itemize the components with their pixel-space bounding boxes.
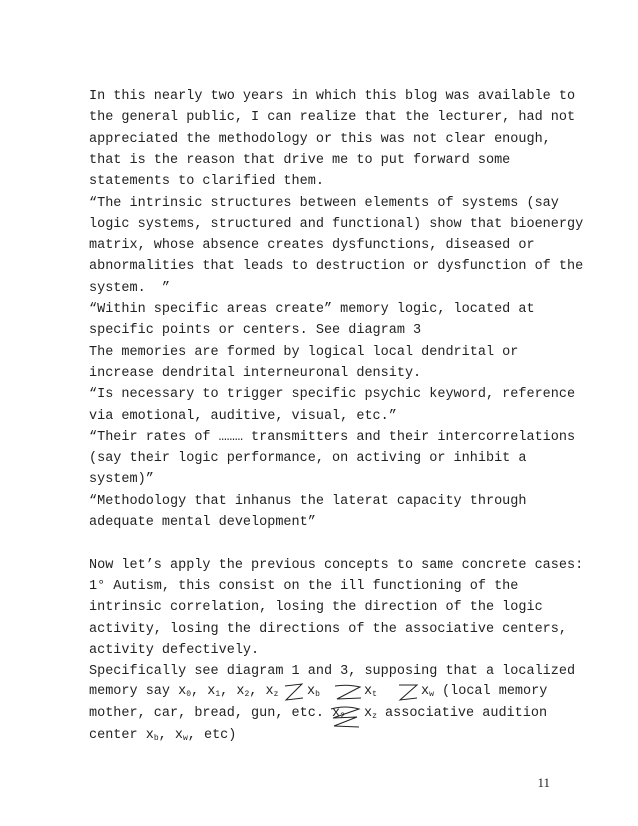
text-line: activity defectively. <box>89 642 260 658</box>
separator: , <box>158 728 175 743</box>
text-line: adequate mental development” <box>89 515 316 530</box>
formula-suffix: associative audition <box>376 706 548 721</box>
text-line: via emotional, auditive, visual, etc.” <box>89 408 397 424</box>
z-arrow-icon <box>329 704 361 730</box>
var-xw: x <box>421 684 430 699</box>
formula-line-3 <box>89 728 236 747</box>
var-x0: x <box>178 684 187 699</box>
text-line: system. ” <box>89 280 171 296</box>
formula-suffix: , etc) <box>187 728 237 743</box>
text-line: specific points or centers. See diagram 3 <box>89 323 422 339</box>
formula-prefix: mother, car, bread, gun, etc. <box>89 706 333 721</box>
text-line: activity, losing the directions of the associative centers, <box>89 621 567 637</box>
text-line: abnormalities that leads to destruction or dysfunction of the <box>89 259 584 275</box>
formula-line-2 <box>89 706 345 725</box>
var-xz: x <box>364 706 373 721</box>
var-xw: x <box>174 728 183 743</box>
text-line: Now let’s apply the previous concepts to same concrete cases: <box>89 557 584 573</box>
text-line: logic systems, structured and functional) show that bioenergy <box>89 216 584 232</box>
sub-t: t <box>372 690 377 699</box>
formula-prefix: memory say <box>89 684 179 699</box>
sub-w: w <box>182 734 188 743</box>
sub-z: z <box>372 712 377 721</box>
formula-xb <box>307 684 320 703</box>
text-line: that is the reason that drive me to put forward some <box>89 152 511 168</box>
text-line: “The intrinsic structures between elements of systems (say <box>89 195 559 211</box>
sub-b: b <box>315 690 320 699</box>
sub-b: b <box>153 734 159 743</box>
var-x1: x <box>207 684 216 699</box>
sub-2: 2 <box>340 712 345 721</box>
text-line: 1° Autism, this consist on the ill functioning of the <box>89 578 519 594</box>
sub-2: 2 <box>244 690 250 699</box>
text-line: “Methodology that inhanus the laterat capacity through <box>89 493 527 509</box>
formula-xw <box>421 684 547 703</box>
text-line: The memories are formed by logical local dendrital or <box>89 344 519 360</box>
var-x2: x <box>332 706 341 721</box>
text-line: Specifically see diagram 1 and 3, supposing that a localized <box>89 664 576 680</box>
page-number: 11 <box>537 775 550 790</box>
var-xb: x <box>307 684 316 699</box>
sub-0: 0 <box>186 690 192 699</box>
text-line: system)” <box>89 472 154 488</box>
text-line: increase dendrital interneuronal density. <box>89 365 422 381</box>
text-line: In this nearly two years in which this blog was available to <box>89 89 576 104</box>
formula-xt <box>364 684 377 703</box>
z-arrow-icon <box>333 683 363 703</box>
sub-z: z <box>273 690 279 699</box>
formula-xz <box>364 706 547 725</box>
text-line: “Their rates of ……… transmitters and their intercorrelations <box>89 429 576 445</box>
sub-w: w <box>429 690 434 699</box>
var-xt: x <box>364 684 373 699</box>
text-line: “Is necessary to trigger specific psychic keyword, reference <box>89 387 576 403</box>
text-line: “Within specific areas create” memory logic, located at <box>89 302 535 317</box>
text-line: matrix, whose absence creates dysfunctions, diseased or <box>89 238 535 254</box>
text-line: intrinsic correlation, losing the direction of the logic <box>89 600 543 616</box>
var-xz: x <box>265 684 274 699</box>
z-arrow-icon <box>396 682 420 702</box>
sub-1: 1 <box>215 690 221 699</box>
text-line: appreciated the methodology or this was not clear enough, <box>89 131 551 147</box>
formula-prefix: center <box>89 728 146 743</box>
z-arrow-icon <box>283 682 305 702</box>
var-xb: x <box>145 728 154 743</box>
text-line: the general public, I can realize that the lecturer, had not <box>89 110 576 126</box>
text-line: (say their logic performance, on activing or inhibit a <box>89 451 527 467</box>
formula-line-1: memory say $x_0$, $x_1$, $x_2$, $x_z$ <box>89 684 279 699</box>
var-x2: x <box>236 684 245 699</box>
text-line: statements to clarified them. <box>89 174 324 190</box>
formula-suffix: (local memory <box>433 684 548 699</box>
